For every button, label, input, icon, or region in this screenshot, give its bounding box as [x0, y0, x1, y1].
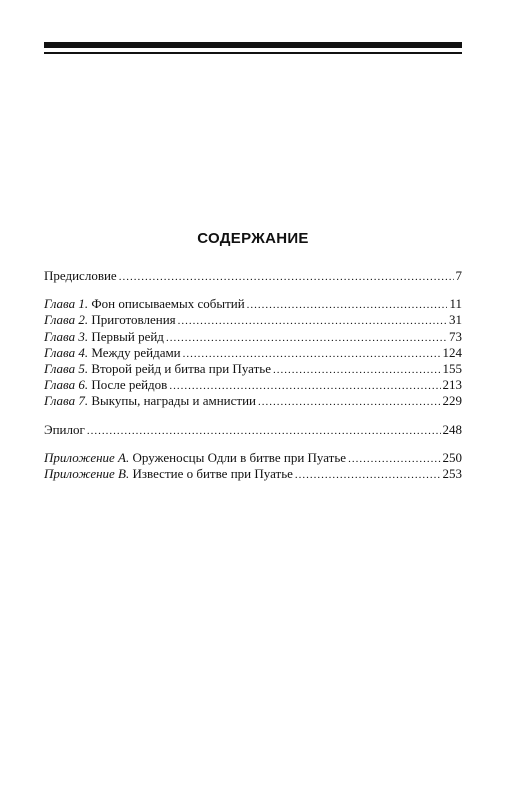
toc-entry-page: 124 [442, 344, 462, 360]
toc-entry-page: 155 [442, 360, 462, 376]
toc-entry-prefix: Глава 5. [44, 360, 89, 376]
toc-entry-preface[interactable] [44, 268, 462, 284]
toc-entry-chapter-6[interactable] [44, 377, 462, 393]
toc-entry-title: Известие о битве при Пуатье [132, 465, 293, 481]
toc-entry-page: 248 [442, 421, 462, 437]
toc-entry-title: После рейдов [91, 377, 168, 393]
dot-leader [169, 378, 440, 394]
toc-entry-chapter-2[interactable] [44, 312, 462, 328]
toc-entry-title: Второй рейд и битва при Пуатье [91, 360, 271, 376]
toc-entry-prefix: Глава 1. [44, 296, 89, 312]
dot-leader [183, 346, 441, 362]
toc-entry-chapter-4[interactable] [44, 345, 462, 361]
toc-entry-prefix: Приложение А. [44, 449, 130, 465]
toc-entry-title: Приготовления [91, 312, 176, 328]
toc-entry-title: Между рейдами [91, 344, 181, 360]
toc-entry-page: 253 [442, 465, 462, 481]
toc-entry-prefix: Приложение B. [44, 465, 130, 481]
dot-leader [119, 269, 454, 285]
dot-leader [348, 451, 440, 467]
toc-entry-prefix: Глава 6. [44, 377, 89, 393]
toc-entry-page: 229 [442, 393, 462, 409]
toc-entry-title: Оруженосцы Одли в битве при Пуатье [132, 449, 347, 465]
dot-leader [166, 330, 447, 346]
toc-entry-prefix: Глава 3. [44, 328, 89, 344]
dot-leader [258, 394, 441, 410]
toc-entry-chapter-7[interactable] [44, 393, 462, 409]
toc-entry-prefix: Глава 7. [44, 393, 89, 409]
toc-entry-page: 7 [455, 268, 462, 283]
toc-entry-chapter-1[interactable] [44, 296, 462, 312]
toc-entry-title: Первый рейд [91, 328, 164, 344]
table-of-contents [44, 268, 462, 482]
dot-leader [178, 313, 447, 329]
toc-entry-page: 213 [442, 377, 462, 393]
header-rule-thick [44, 42, 462, 48]
toc-entry-page: 31 [449, 312, 462, 328]
toc-entry-title: Эпилог [44, 421, 85, 437]
dot-leader [247, 297, 448, 313]
toc-entry-chapter-3[interactable] [44, 329, 462, 345]
toc-entry-chapter-5[interactable] [44, 361, 462, 377]
toc-entry-epilogue[interactable] [44, 422, 462, 438]
dot-leader [87, 423, 441, 439]
toc-entry-prefix: Глава 4. [44, 344, 89, 360]
toc-entry-appendix-b[interactable] [44, 466, 462, 482]
header-rule-thin [44, 52, 462, 54]
page-title: СОДЕРЖАНИЕ [197, 230, 309, 247]
toc-entry-title: Выкупы, награды и амнистии [91, 393, 256, 409]
dot-leader [295, 467, 441, 483]
toc-entry-title: Предисловие [44, 268, 117, 283]
toc-entry-prefix: Глава 2. [44, 312, 89, 328]
toc-entry-page: 73 [449, 328, 462, 344]
toc-entry-title: Фон описываемых событий [91, 296, 245, 312]
dot-leader [273, 362, 441, 378]
toc-entry-page: 250 [442, 449, 462, 465]
toc-entry-appendix-a[interactable] [44, 450, 462, 466]
toc-entry-page: 11 [449, 296, 462, 312]
